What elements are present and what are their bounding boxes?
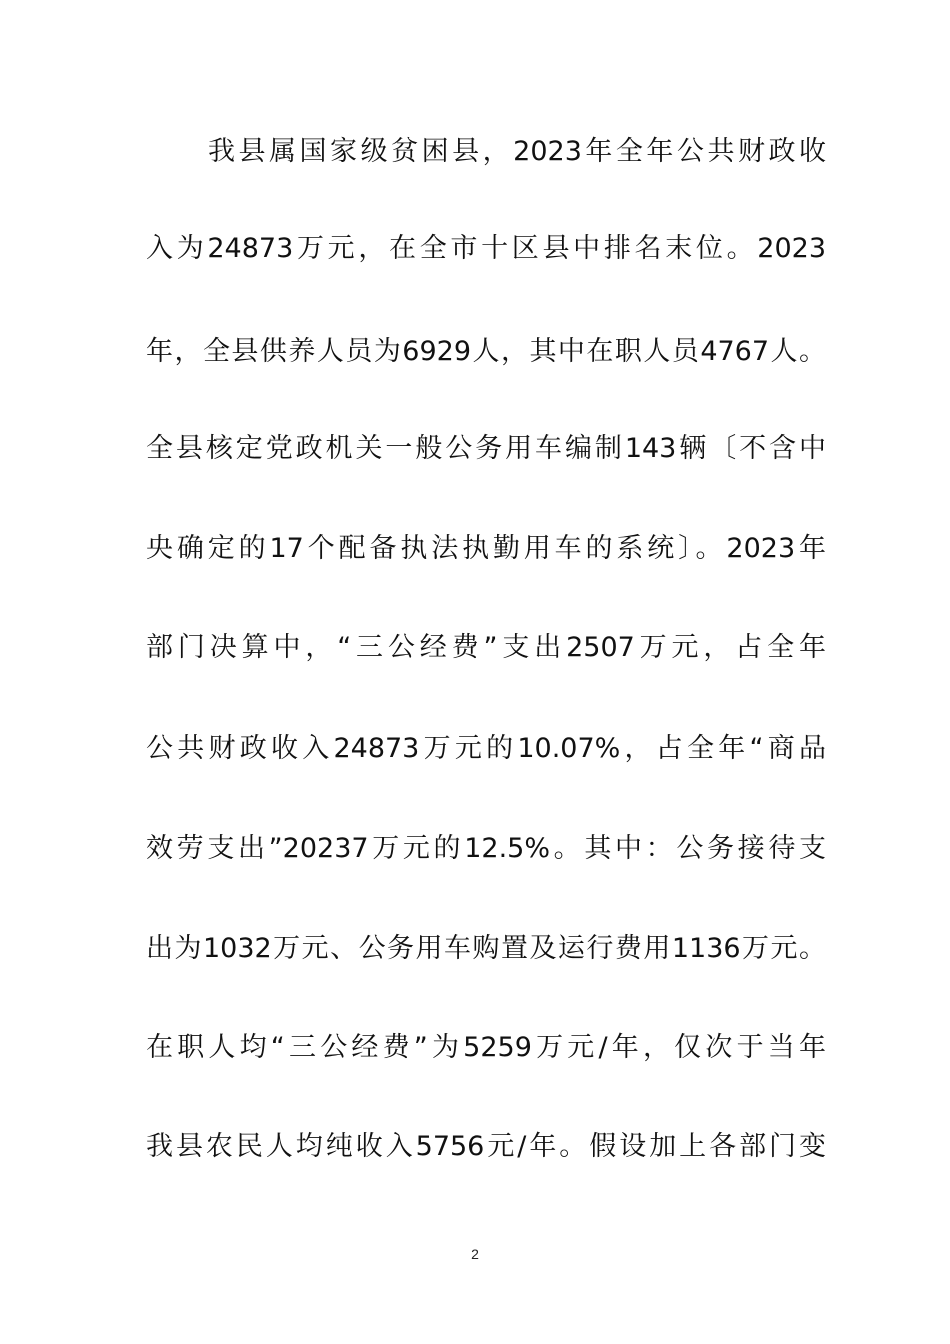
page-number: 2 [471, 1246, 479, 1262]
paragraph-line-7: 公共财政收入24873万元的10.07%，占全年“商品 [146, 733, 826, 764]
paragraph-line-9: 出为1032万元、公务用车购置及运行费用1136万元。 [146, 933, 826, 964]
paragraph-line-10: 在职人均“三公经费”为5259万元/年，仅次于当年 [146, 1032, 826, 1063]
paragraph-line-1: 我县属国家级贫困县，2023年全年公共财政收 [208, 136, 826, 167]
paragraph-line-8: 效劳支出”20237万元的12.5%。其中：公务接待支 [146, 833, 826, 864]
paragraph-line-3: 年，全县供养人员为6929人，其中在职人员4767人。 [146, 336, 826, 367]
paragraph-line-2: 入为24873万元，在全市十区县中排名末位。2023 [146, 233, 826, 264]
paragraph-line-5: 央确定的17个配备执法执勤用车的系统〕。2023年 [146, 533, 826, 564]
paragraph-line-11: 我县农民人均纯收入5756元/年。假设加上各部门变 [146, 1131, 826, 1162]
paragraph-line-6: 部门决算中，“三公经费”支出2507万元，占全年 [146, 632, 826, 663]
paragraph-line-4: 全县核定党政机关一般公务用车编制143辆〔不含中 [146, 433, 826, 464]
